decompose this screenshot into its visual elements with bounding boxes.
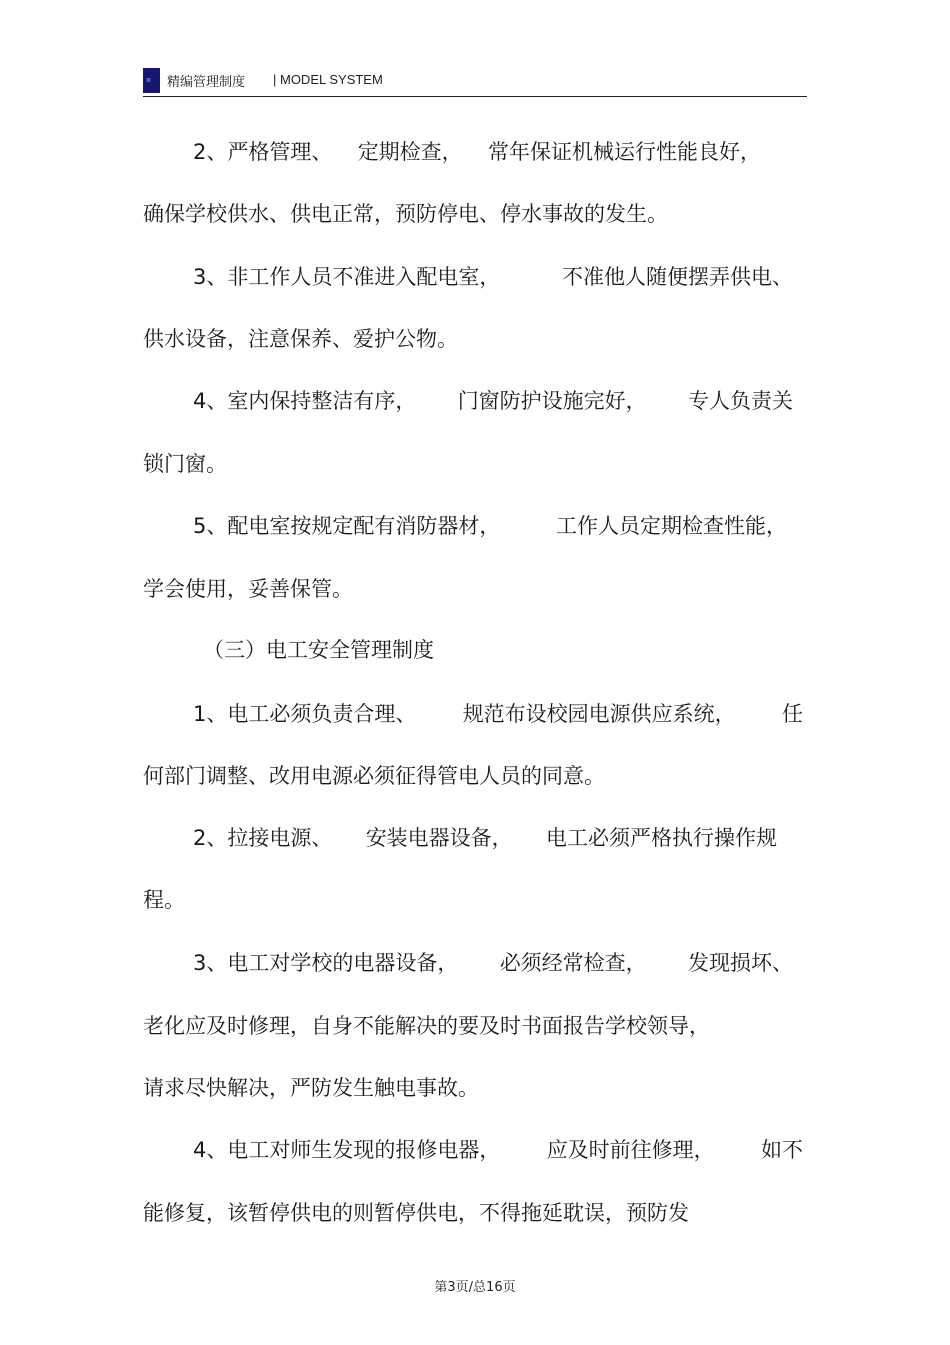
text-line: 能修复，该暂停供电的则暂停供电，不得拖延耽误，预防发 (143, 1201, 689, 1225)
header-model-system: | MODEL SYSTEM (273, 72, 383, 87)
text-line: 3、非工作人员不准进入配电室， 不准他人随便摆弄供电、 (193, 265, 793, 289)
page-number: 第3页/总16页 (434, 1280, 516, 1295)
text-line: 5、配电室按规定配有消防器材， 工作人员定期检查性能， (193, 514, 787, 538)
text-line: 供水设备，注意保养、爱护公物。 (143, 327, 458, 351)
text-line: 老化应及时修理，自身不能解决的要及时书面报告学校领导， (143, 1014, 710, 1038)
text-line: 4、电工对师生发现的报修电器， 应及时前往修理， 如不 (193, 1138, 803, 1162)
text-line: 何部门调整、改用电源必须征得管电人员的同意。 (143, 764, 605, 788)
text-line: 2、严格管理、 定期检查， 常年保证机械运行性能良好， (193, 140, 761, 164)
text-line: 锁门窗。 (143, 452, 227, 476)
section-heading: （三）电工安全管理制度 (203, 638, 434, 662)
text-line: 3、电工对学校的电器设备， 必须经常检查， 发现损坏、 (193, 951, 793, 975)
text-line: 程。 (143, 888, 185, 912)
text-line: 确保学校供水、供电正常，预防停电、停水事故的发生。 (143, 202, 668, 226)
header-brand: 精编管理制度 (167, 75, 246, 90)
text-line: 2、拉接电源、 安装电器设备， 电工必须严格执行操作规 (193, 826, 777, 850)
text-line: 学会使用，妥善保管。 (143, 577, 353, 601)
page-header (143, 66, 807, 97)
logo-icon: ▪ (143, 68, 160, 93)
text-line: 请求尽快解决，严防发生触电事故。 (143, 1076, 479, 1100)
text-line: 4、室内保持整洁有序， 门窗防护设施完好， 专人负责关 (193, 389, 793, 413)
text-line: 1、电工必须负责合理、 规范布设校园电源供应系统， 任 (193, 702, 803, 726)
